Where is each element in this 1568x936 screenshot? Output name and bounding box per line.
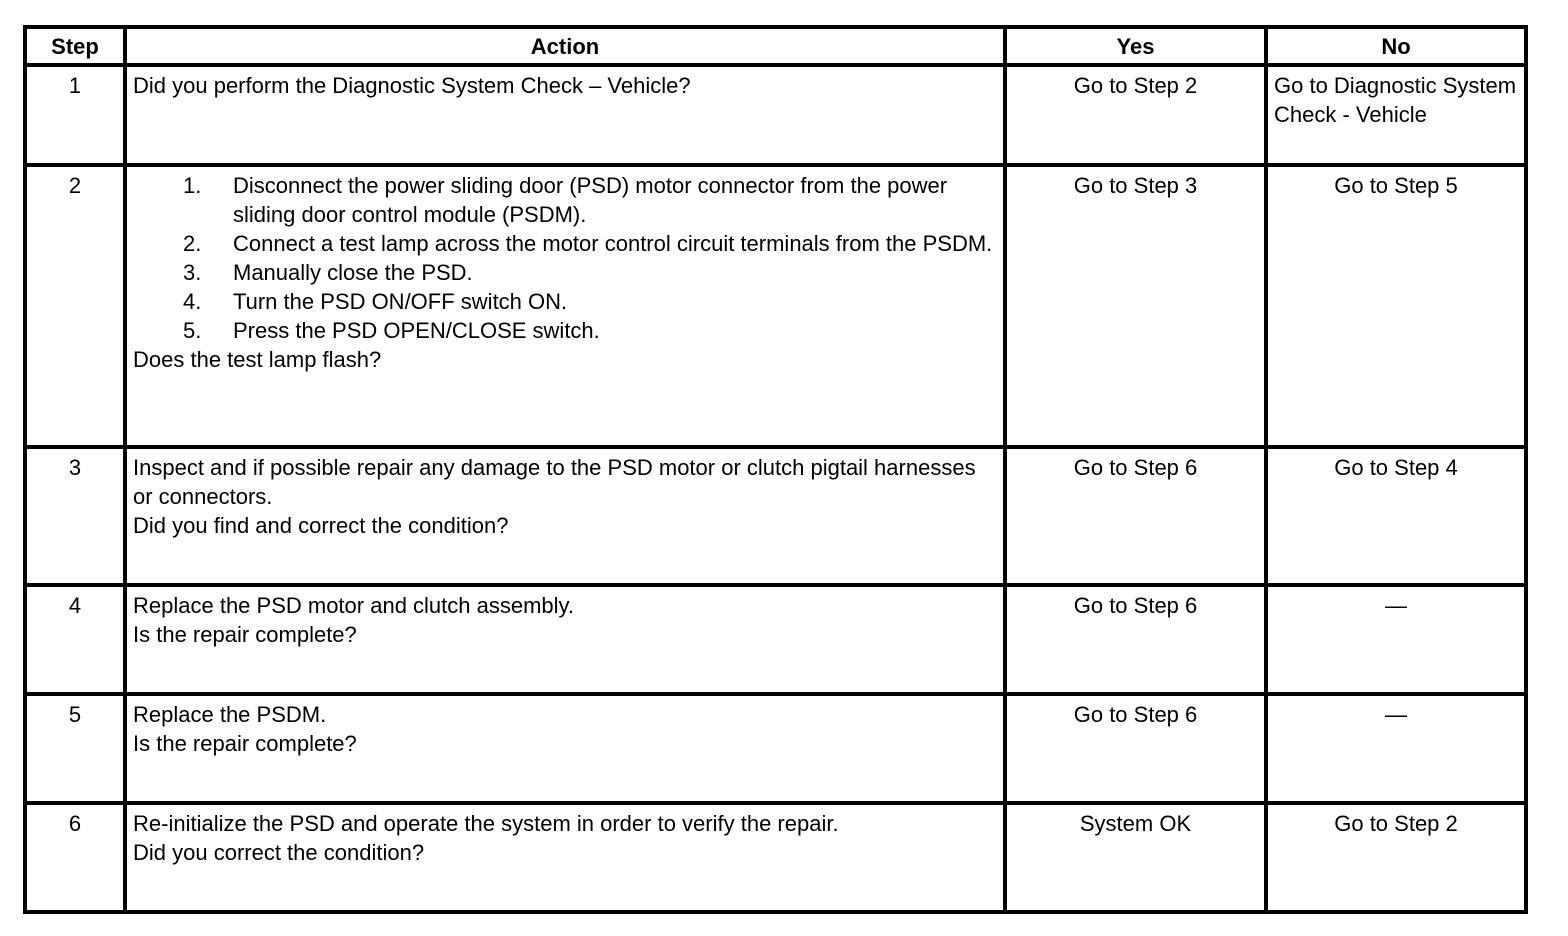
diagnostic-table	[23, 25, 1528, 914]
substep-number: 5.	[183, 318, 202, 343]
no-result: Go to Step 5	[1266, 165, 1526, 447]
action-cell	[125, 165, 1005, 447]
step-number: 3	[25, 447, 125, 585]
substep-list	[133, 171, 997, 345]
no-result: —	[1266, 694, 1526, 803]
no-result: —	[1266, 585, 1526, 694]
substep-number: 3.	[183, 260, 202, 285]
substep-text: Press the PSD OPEN/CLOSE switch.	[233, 318, 600, 343]
yes-result: Go to Step 6	[1005, 694, 1266, 803]
table-row	[25, 585, 1526, 694]
table-row	[25, 65, 1526, 165]
action-cell	[125, 65, 1005, 165]
action-question: Did you correct the condition?	[133, 840, 425, 865]
action-cell	[125, 585, 1005, 694]
action-question: Does the test lamp flash?	[133, 347, 382, 372]
header-no: No	[1266, 27, 1526, 65]
step-number: 6	[25, 803, 125, 912]
action-text: Replace the PSD motor and clutch assembly.	[133, 593, 575, 618]
action-question: Did you find and correct the condition?	[133, 513, 509, 538]
action-question: Is the repair complete?	[133, 622, 357, 647]
action-question: Is the repair complete?	[133, 731, 357, 756]
table-row	[25, 165, 1526, 447]
substep-text: Connect a test lamp across the motor control circuit terminals from the PSDM.	[233, 231, 993, 256]
step-number: 5	[25, 694, 125, 803]
action-text: Re-initialize the PSD and operate the system in order to verify the repair.	[133, 811, 839, 836]
substep-text: Manually close the PSD.	[233, 260, 473, 285]
no-result: Go to Diagnostic System Check - Vehicle	[1266, 65, 1526, 165]
yes-result: System OK	[1005, 803, 1266, 912]
list-item	[183, 229, 997, 258]
header-yes: Yes	[1005, 27, 1266, 65]
list-item	[183, 316, 997, 345]
list-item	[183, 287, 997, 316]
substep-number: 4.	[183, 289, 202, 314]
table-row	[25, 694, 1526, 803]
substep-number: 2.	[183, 231, 202, 256]
substep-text: Disconnect the power sliding door (PSD) motor connector from the power sliding door control module (PSDM).	[233, 173, 948, 227]
table-row	[25, 447, 1526, 585]
yes-result: Go to Step 6	[1005, 447, 1266, 585]
yes-result: Go to Step 2	[1005, 65, 1266, 165]
step-number: 2	[25, 165, 125, 447]
action-text: Inspect and if possible repair any damage to the PSD motor or clutch pigtail harnesses or connectors.	[133, 455, 976, 509]
header-step: Step	[25, 27, 125, 65]
substep-text: Turn the PSD ON/OFF switch ON.	[233, 289, 568, 314]
action-cell	[125, 803, 1005, 912]
action-text: Replace the PSDM.	[133, 702, 327, 727]
header-action: Action	[125, 27, 1005, 65]
table-row	[25, 803, 1526, 912]
substep-number: 1.	[183, 173, 202, 198]
action-cell	[125, 694, 1005, 803]
action-cell	[125, 447, 1005, 585]
no-result: Go to Step 4	[1266, 447, 1526, 585]
action-text: Did you perform the Diagnostic System Check – Vehicle?	[133, 73, 691, 98]
list-item	[183, 258, 997, 287]
step-number: 1	[25, 65, 125, 165]
header-row	[25, 27, 1526, 65]
yes-result: Go to Step 6	[1005, 585, 1266, 694]
list-item	[183, 171, 997, 229]
yes-result: Go to Step 3	[1005, 165, 1266, 447]
step-number: 4	[25, 585, 125, 694]
no-result: Go to Step 2	[1266, 803, 1526, 912]
